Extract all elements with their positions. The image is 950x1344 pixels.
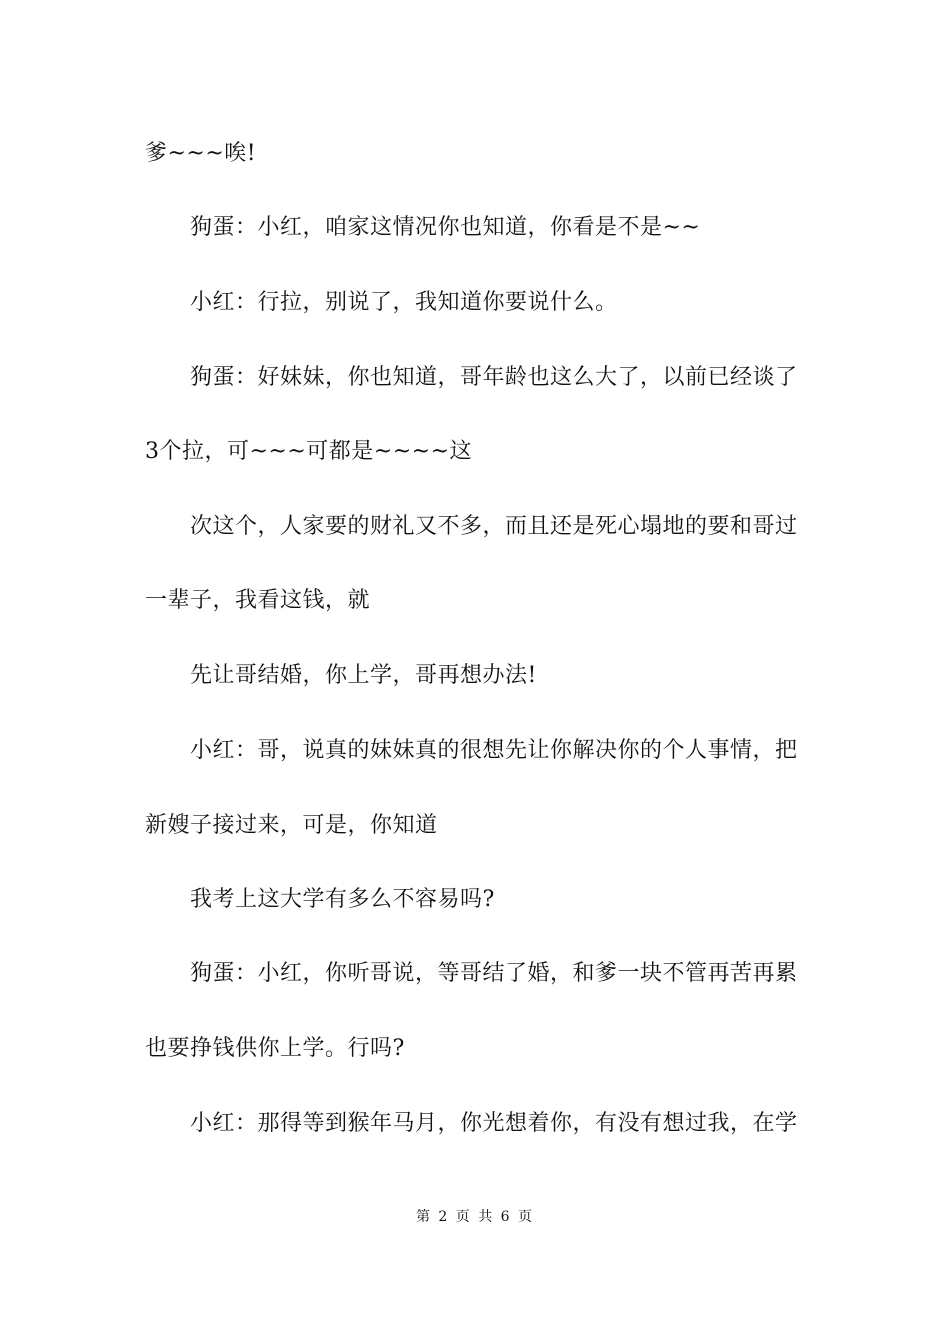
text-line-2: 狗蛋：小红，咱家这情况你也知道，你看是不是~~ xyxy=(190,215,701,240)
text-line-3: 小红：行拉，别说了，我知道你要说什么。 xyxy=(190,290,618,315)
text-line-7: 一辈子，我看这钱，就 xyxy=(145,588,371,613)
text-line-4: 狗蛋：好妹妹，你也知道，哥年龄也这么大了，以前已经谈了 xyxy=(190,365,798,390)
text-line-11: 我考上这大学有多么不容易吗? xyxy=(190,887,495,912)
text-line-5: 3个拉，可~~~可都是~~~~这 xyxy=(145,439,473,464)
text-line-10: 新嫂子接过来，可是，你知道 xyxy=(145,813,438,838)
text-line-6: 次这个，人家要的财礼又不多，而且还是死心塌地的要和哥过 xyxy=(190,514,798,539)
text-line-14: 小红：那得等到猴年马月，你光想着你，有没有想过我，在学 xyxy=(190,1111,798,1136)
page-number-footer: 第 2 页 共 6 页 xyxy=(415,1209,535,1225)
text-line-1: 爹~~~唉! xyxy=(145,141,257,166)
text-line-8: 先让哥结婚，你上学，哥再想办法! xyxy=(190,663,537,688)
text-line-13: 也要挣钱供你上学。行吗? xyxy=(145,1036,405,1061)
text-line-12: 狗蛋：小红，你听哥说，等哥结了婚，和爹一块不管再苦再累 xyxy=(190,961,798,986)
text-line-9: 小红：哥，说真的妹妹真的很想先让你解决你的个人事情，把 xyxy=(190,738,798,763)
